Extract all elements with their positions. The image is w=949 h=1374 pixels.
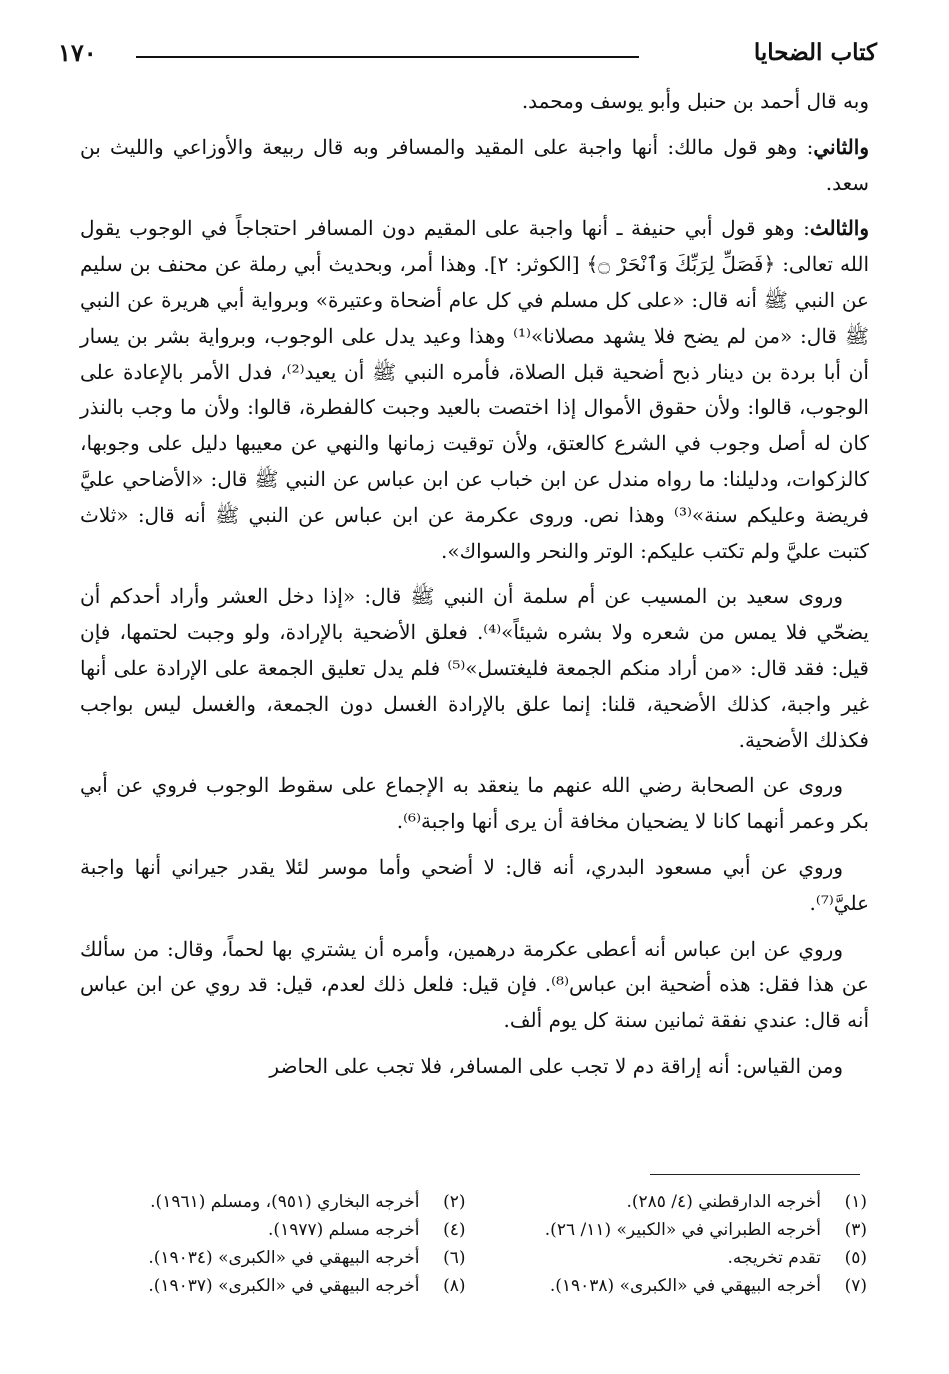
paragraph	[80, 768, 869, 840]
paragraph	[80, 130, 869, 202]
footnote-text: أخرجه البيهقي في «الكبرى» (١٩٠٣٧).	[148, 1276, 420, 1296]
footnote-text: أخرجه الدارقطني (٤/ ٢٨٥).	[626, 1192, 821, 1212]
paragraph-lead: والثاني	[813, 134, 869, 159]
paragraph	[80, 579, 869, 758]
footnote-divider	[650, 1174, 860, 1175]
footnote-item	[486, 1216, 868, 1244]
footnote-text: أخرجه مسلم (١٩٧٧).	[268, 1220, 420, 1240]
footnote-text: تقدم تخريجه.	[727, 1248, 821, 1268]
footnote-item	[84, 1188, 466, 1216]
paragraph-text: وروي عن أبي مسعود البدري، أنه قال: لا أضحي وأما موسر لئلا يقدر جيراني أنها واجبة عليَّ⁽⁷⁾.	[80, 854, 869, 915]
footnote-item	[84, 1244, 466, 1272]
paragraph-text: وروي عن ابن عباس أنه أعطى عكرمة درهمين، وأمره أن يشتري بها لحماً، وقال: من سألك عن هذا فقل: هذه أضحية ابن عباس⁽⁸⁾. فإن قيل: فلعل ذلك لعدم، قيل: قد روي عن ابن عباس أنه قال: عندي نفقة ثمانين سنة كل يوم ألف.	[80, 936, 869, 1033]
footnote-number: (٦)	[443, 1248, 466, 1268]
footnote-item	[84, 1272, 466, 1300]
paragraph-text: وبه قال أحمد بن حنبل وأبو يوسف ومحمد.	[521, 89, 869, 113]
chapter-title: كتاب الضحايا	[753, 39, 877, 66]
footnote-number: (٥)	[844, 1248, 867, 1268]
footnote-number: (٧)	[844, 1276, 867, 1296]
paragraph-text: : وهو قول أبي حنيفة ـ أنها واجبة على المقيم دون المسافر احتجاجاً في الوجوب يقول الله تعالى: ﴿فَصَلِّ لِرَبِّكَ وَٱنْحَرْ ۝﴾ [الكوثر: ٢]. وهذا أمر، وبحديث أبي رملة عن محنف بن سليم عن النبي ﷺ أنه قال: «على كل مسلم في كل عام أضحاة وعتيرة» وبرواية أبي هريرة عن النبي ﷺ قال: «من لم يضح فلا يشهد مصلانا»⁽¹⁾ وهذا وعيد يدل على الوجوب، وبرواية بشر بن يسار أن أبا بردة بن دينار ذبح أضحية قبل الصلاة، فأمره النبي ﷺ أن يعيد⁽²⁾، فدل الأمر بالإعادة على الوجوب، قالوا: ولأن حقوق الأموال إذا اختصت بالعيد وجبت كالفطرة، قالوا: ولأن ما وجب بالنذر كان له أصل وجوب في الشرع كالعتق، ولأن توقيت زمانها والنهي عن معيبها دليل على وجوبها، كالزكوات، ودليلنا: ما رواه مندل عن ابن خباب عن ابن عباس عن النبي ﷺ قال: «الأضاحي عليَّ فريضة وعليكم سنة»⁽³⁾ وهذا نص. وروى عكرمة عن ابن عباس عن النبي ﷺ أنه قال: «ثلاث كتبت عليَّ ولم تكتب عليكم: الوتر والنحر والسواك».	[80, 216, 869, 563]
paragraph	[80, 850, 869, 922]
footnote-number: (٣)	[844, 1220, 867, 1240]
footnote-number: (١)	[844, 1192, 867, 1212]
footnote-number: (٢)	[443, 1192, 466, 1212]
paragraph-text: وروى عن الصحابة رضي الله عنهم ما ينعقد به الإجماع على سقوط الوجوب فروي عن أبي بكر وعمر أنهما كانا لا يضحيان مخافة أن يرى أنها واجبة⁽⁶⁾.	[80, 773, 869, 834]
paragraph	[80, 84, 869, 120]
footnote-item	[486, 1188, 868, 1216]
footnote-number: (٤)	[443, 1220, 466, 1240]
footnote-item	[486, 1272, 868, 1300]
footnote-text: أخرجه الطبراني في «الكبير» (١١/ ٢٦).	[544, 1220, 821, 1240]
footnote-number: (٨)	[443, 1276, 466, 1296]
header-rule	[136, 56, 639, 58]
paragraph-text: ومن القياس: أنه إراقة دم لا تجب على المسافر، فلا تجب على الحاضر	[269, 1053, 843, 1078]
footnote-text: أخرجه البخاري (٩٥١)، ومسلم (١٩٦١).	[150, 1192, 420, 1212]
footnote-text: أخرجه البيهقي في «الكبرى» (١٩٠٣٨).	[549, 1276, 821, 1296]
footnote-text: أخرجه البيهقي في «الكبرى» (١٩٠٣٤).	[148, 1248, 420, 1268]
paragraph	[80, 932, 869, 1039]
footnotes	[84, 1188, 867, 1300]
paragraph-lead: والثالث	[809, 216, 869, 241]
paragraph	[80, 1049, 869, 1085]
paragraph-text: : وهو قول مالك: أنها واجبة على المقيد والمسافر وبه قال ربيعة والأوزاعي والليث بن سعد.	[80, 134, 869, 195]
footnote-item	[84, 1216, 466, 1244]
footnote-item	[486, 1244, 868, 1272]
page-header	[58, 38, 877, 72]
paragraph-text: وروى سعيد بن المسيب عن أم سلمة أن النبي ﷺ قال: «إذا دخل العشر وأراد أحدكم أن يضحّي فلا يمس من شعره ولا بشره شيئاً»⁽⁴⁾. فعلق الأضحية بالإرادة، ولو وجبت لحتمها، فإن قيل: فقد قال: «من أراد منكم الجمعة فليغتسل»⁽⁵⁾ فلم يدل تعليق الجمعة على الإرادة على أنها غير واجبة، كذلك الأضحية، قلنا: إنما علق بالإرادة الغسل دون الجمعة، والغسل ليس بواجب فكذلك الأضحية.	[80, 584, 869, 752]
paragraph	[80, 211, 869, 569]
page-number: ١٧٠	[58, 38, 97, 67]
main-text	[80, 84, 869, 1095]
